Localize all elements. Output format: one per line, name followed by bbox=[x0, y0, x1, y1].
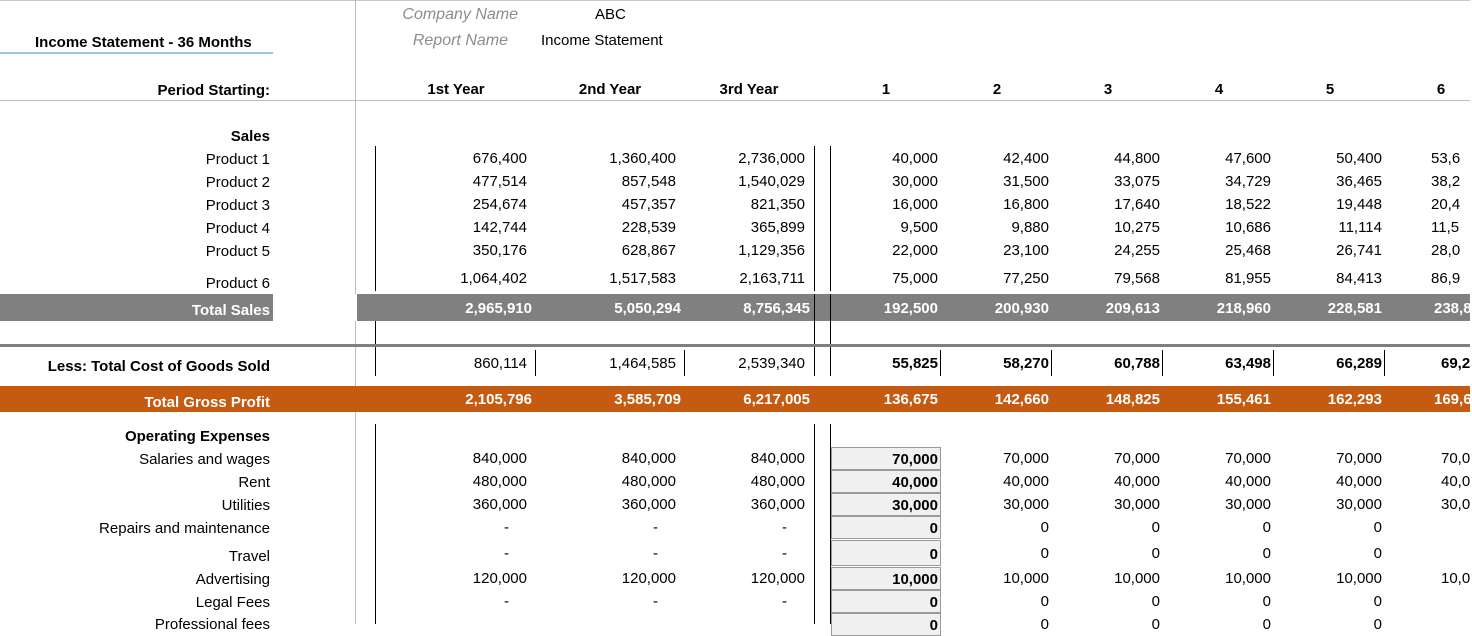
cell: 55,825 bbox=[892, 355, 938, 372]
cell[interactable]: 34,729 bbox=[1225, 173, 1271, 190]
cell: - bbox=[653, 545, 658, 562]
row-label: Product 2 bbox=[205, 174, 270, 191]
row-label: Rent bbox=[238, 474, 270, 491]
cell: 8,756,345 bbox=[743, 300, 810, 317]
col-header-month3: 3 bbox=[1103, 81, 1113, 98]
col-header-year1: 1st Year bbox=[427, 81, 485, 98]
cell[interactable]: 857,548 bbox=[621, 173, 676, 190]
cell: 0 bbox=[1262, 545, 1271, 562]
cell: 840,000 bbox=[750, 450, 805, 467]
cell: 10,000 bbox=[1336, 570, 1382, 587]
cell: 10,000 bbox=[1003, 570, 1049, 587]
cell[interactable]: 1,064,402 bbox=[460, 270, 527, 287]
cell: 0 bbox=[1151, 545, 1160, 562]
row-label: Repairs and maintenance bbox=[99, 520, 270, 537]
cell: 70,000 bbox=[1003, 450, 1049, 467]
cell: 0 bbox=[1040, 519, 1049, 536]
cell[interactable]: 10,275 bbox=[1114, 219, 1160, 236]
cell[interactable]: 44,800 bbox=[1114, 150, 1160, 167]
sales-year-border bbox=[814, 146, 815, 291]
cell: - bbox=[504, 593, 509, 610]
cell[interactable]: 79,568 bbox=[1114, 270, 1160, 287]
cell: 155,461 bbox=[1216, 391, 1271, 408]
cell: 0 bbox=[1040, 593, 1049, 610]
cell[interactable]: 33,075 bbox=[1114, 173, 1160, 190]
cell: 228,581 bbox=[1327, 300, 1382, 317]
cell: 6,217,005 bbox=[743, 391, 810, 408]
sales-month-border bbox=[830, 146, 831, 291]
cell[interactable]: 628,867 bbox=[621, 242, 676, 259]
total-sales-row bbox=[0, 294, 1470, 321]
cell-border bbox=[1162, 350, 1163, 376]
cell[interactable]: 22,000 bbox=[892, 242, 938, 259]
cell: 40,000 bbox=[1003, 473, 1049, 490]
cell: 0 bbox=[1040, 545, 1049, 562]
gross-profit-row bbox=[0, 386, 1470, 412]
sales-year-border-lower bbox=[814, 321, 815, 376]
cell: 10,000 bbox=[1114, 570, 1160, 587]
cell: 136,675 bbox=[883, 391, 938, 408]
cell[interactable]: 18,522 bbox=[1225, 196, 1271, 213]
cell[interactable]: 36,465 bbox=[1336, 173, 1382, 190]
cell: 840,000 bbox=[472, 450, 527, 467]
cell[interactable]: 350,176 bbox=[472, 242, 527, 259]
row-label: Product 4 bbox=[205, 220, 270, 237]
cell[interactable]: 84,413 bbox=[1336, 270, 1382, 287]
cell: 66,289 bbox=[1336, 355, 1382, 372]
cell[interactable]: 40,000 bbox=[892, 150, 938, 167]
row-label: Advertising bbox=[195, 571, 270, 588]
cell[interactable]: 2,163,711 bbox=[739, 270, 805, 287]
band-divider bbox=[830, 294, 831, 321]
row-label: Product 1 bbox=[205, 151, 270, 168]
input-cell[interactable]: 0 bbox=[831, 590, 941, 613]
cell: 0 bbox=[1040, 616, 1049, 633]
cell: 209,613 bbox=[1105, 300, 1160, 317]
cell: 0 bbox=[1262, 519, 1271, 536]
input-cell[interactable]: 10,000 bbox=[831, 567, 941, 590]
company-name-label: Company Name bbox=[402, 6, 518, 23]
cell: 148,825 bbox=[1105, 391, 1160, 408]
row-label: Total Sales bbox=[191, 302, 270, 319]
cell: 40,000 bbox=[1114, 473, 1160, 490]
cell[interactable]: 86,9 bbox=[1431, 270, 1461, 287]
row-label: Total Gross Profit bbox=[144, 394, 270, 411]
cell: 200,930 bbox=[994, 300, 1049, 317]
cell: 2,965,910 bbox=[465, 300, 532, 317]
cell: 360,000 bbox=[750, 496, 805, 513]
cell: 238,8 bbox=[1434, 300, 1472, 317]
cell: 60,788 bbox=[1114, 355, 1160, 372]
input-cell[interactable]: 30,000 bbox=[831, 493, 941, 516]
cell[interactable]: 77,250 bbox=[1003, 270, 1049, 287]
cell: - bbox=[504, 519, 509, 536]
cell: 30,0 bbox=[1441, 496, 1471, 513]
header-divider bbox=[0, 100, 1470, 101]
report-name-label: Report Name bbox=[412, 32, 508, 49]
title-underline bbox=[0, 52, 273, 54]
cell[interactable]: 16,000 bbox=[892, 196, 938, 213]
cell: - bbox=[782, 545, 787, 562]
cell[interactable]: 2,736,000 bbox=[738, 150, 805, 167]
cell[interactable]: 28,0 bbox=[1431, 242, 1461, 259]
cell: 120,000 bbox=[472, 570, 527, 587]
sales-left-border bbox=[375, 146, 376, 291]
cell: 0 bbox=[1262, 593, 1271, 610]
col-header-month6: 6 bbox=[1436, 81, 1446, 98]
cell: 0 bbox=[1151, 593, 1160, 610]
row-label: Product 5 bbox=[205, 243, 270, 260]
row-label: Salaries and wages bbox=[139, 451, 270, 468]
cell: 2,539,340 bbox=[738, 355, 805, 372]
cell: - bbox=[782, 593, 787, 610]
row-label: Utilities bbox=[221, 497, 270, 514]
cell: 142,660 bbox=[994, 391, 1049, 408]
col-header-year2: 2nd Year bbox=[578, 81, 642, 98]
cell[interactable]: 81,955 bbox=[1225, 270, 1271, 287]
sales-month-border-lower bbox=[830, 321, 831, 376]
cell[interactable]: 16,800 bbox=[1003, 196, 1049, 213]
cell: 0 bbox=[1151, 519, 1160, 536]
period-starting-label: Period Starting: bbox=[157, 82, 270, 99]
cell: 0 bbox=[1373, 616, 1382, 633]
cell: 40,0 bbox=[1441, 473, 1471, 490]
cell: 480,000 bbox=[750, 473, 805, 490]
cell: 162,293 bbox=[1327, 391, 1382, 408]
cell-border bbox=[684, 350, 685, 376]
input-cell[interactable]: 0 bbox=[831, 516, 941, 539]
input-cell[interactable]: 40,000 bbox=[831, 470, 941, 493]
cell[interactable]: 11,114 bbox=[1338, 219, 1382, 236]
cell[interactable]: 17,640 bbox=[1114, 196, 1160, 213]
cell-border bbox=[1384, 350, 1385, 376]
cell[interactable]: 821,350 bbox=[750, 196, 805, 213]
cell: 480,000 bbox=[621, 473, 676, 490]
cell: 2,105,796 bbox=[465, 391, 532, 408]
cell: 0 bbox=[1262, 616, 1271, 633]
cell: 360,000 bbox=[621, 496, 676, 513]
opex-year-border bbox=[814, 424, 815, 624]
cell: 192,500 bbox=[883, 300, 938, 317]
report-name-value[interactable]: Income Statement bbox=[541, 32, 663, 49]
cell[interactable]: 142,744 bbox=[472, 219, 527, 236]
cell: - bbox=[653, 593, 658, 610]
row-label: Product 6 bbox=[205, 275, 270, 292]
input-cell[interactable]: 0 bbox=[831, 540, 941, 566]
col-header-month2: 2 bbox=[992, 81, 1002, 98]
cell: 0 bbox=[1373, 519, 1382, 536]
sales-heading: Sales bbox=[230, 128, 270, 145]
cell: 169,6 bbox=[1434, 391, 1472, 408]
cell[interactable]: 365,899 bbox=[750, 219, 805, 236]
cell: 120,000 bbox=[750, 570, 805, 587]
band-gap bbox=[273, 294, 355, 321]
cell[interactable]: 23,100 bbox=[1003, 242, 1049, 259]
cell[interactable]: 42,400 bbox=[1003, 150, 1049, 167]
cell: 360,000 bbox=[472, 496, 527, 513]
row-label: Product 3 bbox=[205, 197, 270, 214]
cell[interactable]: 31,500 bbox=[1003, 173, 1049, 190]
cell: 10,000 bbox=[1225, 570, 1271, 587]
cell[interactable]: 75,000 bbox=[892, 270, 938, 287]
cell[interactable]: 25,468 bbox=[1225, 242, 1271, 259]
cell: 30,000 bbox=[1225, 496, 1271, 513]
cell-border bbox=[1273, 350, 1274, 376]
cell[interactable]: 50,400 bbox=[1336, 150, 1382, 167]
cell: 218,960 bbox=[1216, 300, 1271, 317]
cell[interactable]: 1,360,400 bbox=[609, 150, 676, 167]
cell: 1,464,585 bbox=[609, 355, 676, 372]
opex-heading: Operating Expenses bbox=[124, 428, 270, 445]
cell: 30,000 bbox=[1114, 496, 1160, 513]
cell: 120,000 bbox=[621, 570, 676, 587]
cell: 70,000 bbox=[1114, 450, 1160, 467]
row-label: Travel bbox=[228, 548, 270, 565]
cell: 70,000 bbox=[1336, 450, 1382, 467]
band-gap bbox=[355, 294, 357, 321]
opex-left-border bbox=[375, 424, 376, 624]
band-divider bbox=[814, 294, 815, 321]
cell: 63,498 bbox=[1225, 355, 1271, 372]
cell: 5,050,294 bbox=[614, 300, 681, 317]
cell[interactable]: 26,741 bbox=[1336, 242, 1382, 259]
cell[interactable]: 1,517,583 bbox=[609, 270, 676, 287]
cell-border bbox=[535, 350, 536, 376]
cell[interactable]: 254,674 bbox=[472, 196, 527, 213]
cell: - bbox=[504, 545, 509, 562]
col-header-month5: 5 bbox=[1325, 81, 1335, 98]
cell: - bbox=[653, 519, 658, 536]
top-border bbox=[0, 0, 1470, 1]
cell[interactable]: 53,6 bbox=[1431, 150, 1461, 167]
cell-border bbox=[1051, 350, 1052, 376]
cell[interactable]: 30,000 bbox=[892, 173, 938, 190]
cell: 860,114 bbox=[473, 355, 527, 372]
cell[interactable]: 20,4 bbox=[1431, 196, 1461, 213]
input-cell[interactable]: 0 bbox=[831, 613, 941, 636]
cell: 30,000 bbox=[1336, 496, 1382, 513]
col-header-month4: 4 bbox=[1214, 81, 1224, 98]
cell: 40,000 bbox=[1225, 473, 1271, 490]
section-separator bbox=[0, 344, 1470, 347]
cell[interactable]: 47,600 bbox=[1225, 150, 1271, 167]
cell: 70,000 bbox=[1225, 450, 1271, 467]
input-cell[interactable]: 70,000 bbox=[831, 447, 941, 470]
cell[interactable]: 457,357 bbox=[621, 196, 676, 213]
cell: 0 bbox=[1373, 593, 1382, 610]
cell[interactable]: 9,880 bbox=[1011, 219, 1049, 236]
company-name-value[interactable]: ABC bbox=[595, 6, 626, 23]
cell: 840,000 bbox=[621, 450, 676, 467]
cell[interactable]: 1,540,029 bbox=[738, 173, 805, 190]
cell[interactable]: 24,255 bbox=[1114, 242, 1160, 259]
page-title: Income Statement - 36 Months bbox=[35, 34, 252, 51]
col-header-month1: 1 bbox=[881, 81, 891, 98]
cell: 10,0 bbox=[1441, 570, 1471, 587]
row-label: Legal Fees bbox=[195, 594, 270, 611]
row-label: Less: Total Cost of Goods Sold bbox=[47, 358, 270, 375]
cell[interactable]: 9,500 bbox=[900, 219, 938, 236]
cell: 70,0 bbox=[1441, 450, 1471, 467]
cell[interactable]: 38,2 bbox=[1431, 173, 1461, 190]
cell: 0 bbox=[1151, 616, 1160, 633]
cell[interactable]: 1,129,356 bbox=[738, 242, 805, 259]
cell[interactable]: 11,5 bbox=[1431, 219, 1460, 236]
cell: 58,270 bbox=[1003, 355, 1049, 372]
cell[interactable]: 10,686 bbox=[1225, 219, 1271, 236]
cell: 69,2 bbox=[1441, 355, 1471, 372]
cell[interactable]: 477,514 bbox=[472, 173, 527, 190]
col-header-year3: 3rd Year bbox=[719, 81, 779, 98]
cell[interactable]: 19,448 bbox=[1336, 196, 1382, 213]
cell-border bbox=[940, 350, 941, 376]
cell: - bbox=[782, 519, 787, 536]
cell[interactable]: 676,400 bbox=[472, 150, 527, 167]
cell: 3,585,709 bbox=[614, 391, 681, 408]
cell: 0 bbox=[1373, 545, 1382, 562]
cell[interactable]: 228,539 bbox=[621, 219, 676, 236]
cell: 40,000 bbox=[1336, 473, 1382, 490]
sales-left-border-lower bbox=[375, 321, 376, 376]
row-label: Professional fees bbox=[154, 616, 270, 633]
cell: 480,000 bbox=[472, 473, 527, 490]
cell: 30,000 bbox=[1003, 496, 1049, 513]
